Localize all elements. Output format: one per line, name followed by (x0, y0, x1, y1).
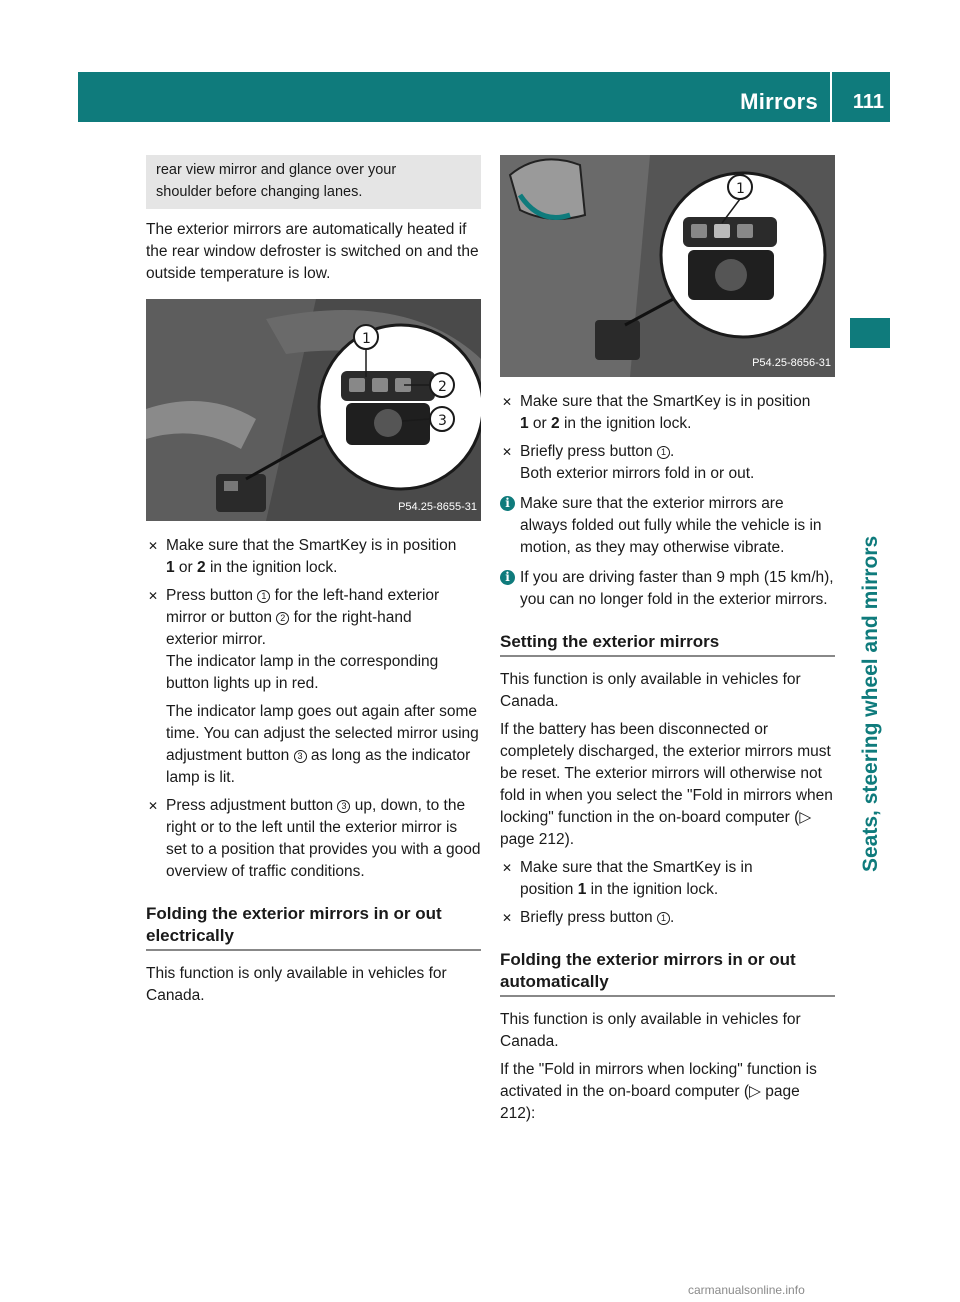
svg-text:1: 1 (362, 331, 371, 347)
section-title: Folding the exterior mirrors in or out electrically (146, 903, 481, 951)
info-icon: i (500, 496, 515, 511)
step-arrow-icon: ✕ (502, 445, 513, 459)
page-title: Mirrors (740, 89, 818, 114)
step-arrow-icon: ✕ (502, 911, 513, 925)
info-note: i Make sure that the exterior mirrors are always folded out fully while the vehicle is in motion, as they may otherwise vibrate. (500, 493, 835, 559)
section-paragraph: This function is only available in vehicles for Canada. (500, 671, 801, 710)
section-paragraph: If the battery has been disconnected or completely discharged, the exterior mirrors must be reset. The exterior mirrors will otherwise not fold in when you select the "Fold in mirrors when locking" function in the on-board computer (▷ page 212). (500, 721, 833, 848)
warning-line: rear view mirror and glance over your (156, 162, 397, 178)
page-ref-icon: ▷ (799, 809, 812, 826)
section-title: Folding the exterior mirrors in or out automatically (500, 949, 835, 997)
section-paragraph: This function is only available in vehicles for Canada. (500, 1011, 801, 1050)
callout-number: 2 (276, 612, 289, 625)
callout-number: 3 (337, 800, 350, 813)
info-note: i If you are driving faster than 9 mph (15 km/h), you can no longer fold in the exterior mirrors. (500, 567, 835, 611)
header-separator (830, 72, 832, 122)
figure-fold-button (500, 155, 835, 377)
figure-mirror-controls (146, 299, 481, 521)
step-item: ✕ Make sure that the SmartKey is in position 1 or 2 in the ignition lock. (148, 537, 457, 576)
mirror-illustration (500, 155, 835, 377)
info-icon: i (500, 570, 515, 585)
header-bar (78, 72, 890, 122)
step-item: ✕ Press adjustment button 3 up, down, to the right or to the left until the exterior mirror is set to a position that provides you with a good overview of traffic conditions. (148, 797, 481, 880)
side-tab-text: Seats, steering wheel and mirrors (859, 535, 882, 872)
section-paragraph: If the "Fold in mirrors when locking" function is activated in the on-board computer (▷ page 212): (500, 1061, 817, 1122)
warning-line: shoulder before changing lanes. (156, 184, 363, 200)
page-ref-icon: ▷ (749, 1083, 761, 1100)
callout-number: 1 (657, 912, 670, 925)
step-item: ✕ Briefly press button 1 . Both exterior mirrors fold in or out. (502, 443, 755, 482)
svg-text:1: 1 (736, 181, 745, 197)
intro-paragraph: The exterior mirrors are automatically heated if the rear window defroster is switched on and the outside temperature is low. (146, 221, 479, 282)
step-arrow-icon: ✕ (502, 395, 513, 409)
right-column (500, 155, 835, 1131)
figure-label: P54.25-8655-31 (398, 501, 477, 513)
warning-box (146, 155, 481, 209)
footer-watermark: carmanualsonline.info (688, 1283, 805, 1297)
callout-number: 3 (294, 750, 307, 763)
step-arrow-icon: ✕ (502, 861, 513, 875)
step-arrow-icon: ✕ (148, 799, 159, 813)
left-column (146, 155, 481, 1013)
side-tab-wrapper (858, 535, 884, 1302)
section-title: Setting the exterior mirrors (500, 631, 835, 657)
step-item: ✕ Briefly press button 1 . (500, 907, 835, 929)
svg-text:2: 2 (438, 379, 447, 395)
svg-text:3: 3 (438, 413, 447, 429)
section-paragraph: This function is only available in vehicles for Canada. (146, 965, 447, 1004)
door-illustration (146, 299, 481, 521)
step-arrow-icon: ✕ (148, 539, 159, 553)
figure-label: P54.25-8656-31 (752, 357, 831, 369)
step-item: ✕ Make sure that the SmartKey is in position 1 or 2 in the ignition lock. (502, 393, 811, 432)
side-tab-marker (850, 318, 890, 348)
page-number: 111 (852, 91, 884, 113)
step-item: ✕ Make sure that the SmartKey is in position 1 in the ignition lock. (502, 859, 753, 898)
step-arrow-icon: ✕ (148, 589, 159, 603)
callout-number: 1 (257, 590, 270, 603)
step-item: ✕ Press button 1 for the left-hand exterior mirror or button 2 for the right-hand exterior mirror. The indicator lamp in the corresponding button lights up in red. The indicator lamp goes out again after some time. You can adjust the selected mirror using adjustment button 3 as long as the indicator lamp is lit. (148, 587, 479, 786)
callout-number: 1 (657, 446, 670, 459)
